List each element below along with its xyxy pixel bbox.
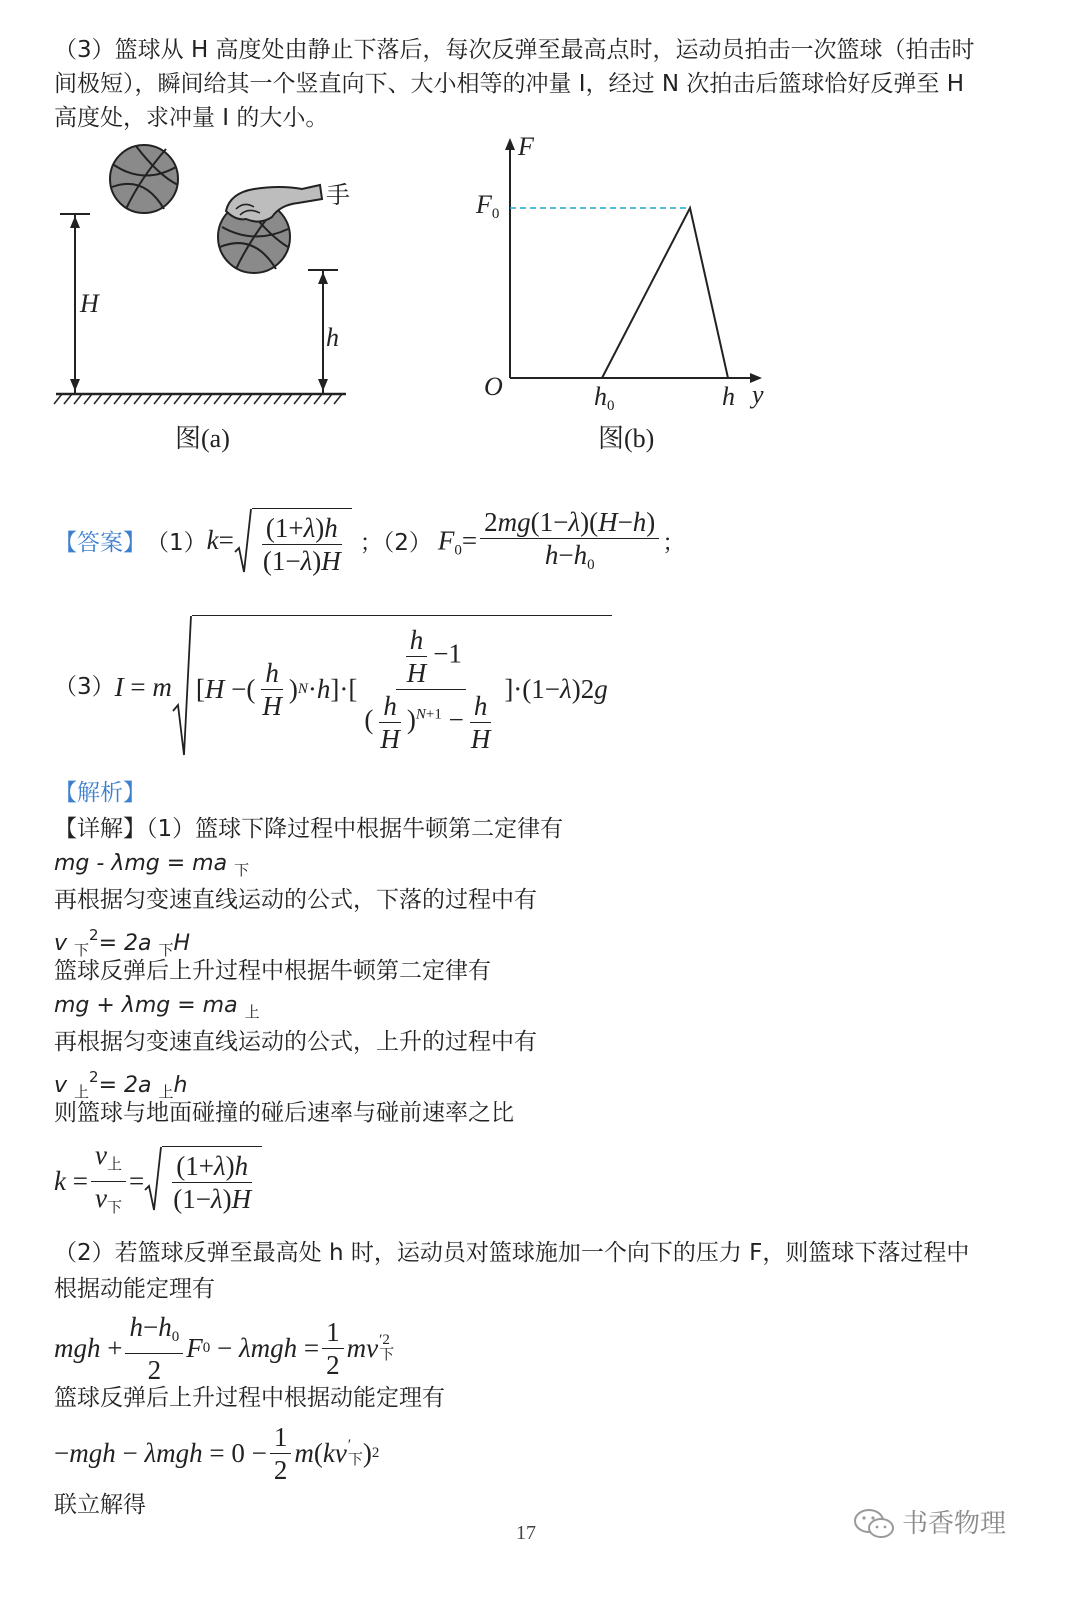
basketball-upper xyxy=(110,145,178,213)
watermark xyxy=(852,1506,1006,1542)
tick-label-F0: $F_0$ xyxy=(476,190,500,222)
axis-label-y: y xyxy=(752,380,764,409)
answer-end: ； xyxy=(662,530,686,556)
analysis-part-2-line-2: 根据动能定理有 xyxy=(54,1276,215,1302)
analysis-step-4: 再根据匀变速直线运动的公式，上升的过程中有 xyxy=(54,1029,537,1055)
equation-4: v $_上^2$= 2a $_上$h xyxy=(54,1068,188,1101)
equation-energy-up: − mgh − λmgh = 0 − $\frac{1}{2}$ m ( kv ′ 下 ) 2 xyxy=(54,1421,380,1485)
answer-tag: 【答案】 xyxy=(54,530,146,556)
origin-label: O xyxy=(484,372,503,401)
answer-2-formula: $F_0=$ $\frac{2mg(1-\lambda)(H-h)}{h-h_0}$ xyxy=(438,507,662,580)
watermark-text: 书香物理 xyxy=(902,1509,1007,1539)
equation-k-ratio: k = $\frac{v_上}{v_下}$ = $\frac{(1+\lambda)h}{(1-\lambda)H}$ xyxy=(54,1140,262,1222)
label-H: H xyxy=(80,289,99,318)
question-line-2: 间极短），瞬间给其一个竖直向下、大小相等的冲量 I，经过 N 次拍击后篮球恰好反弹至 H xyxy=(54,71,965,97)
figure-a xyxy=(40,135,380,465)
answer-3-formula: I = m [ H −( $\frac{h}{H}$ ) N · h ]·[ $\frac{h}{H}$ −1 ( $\frac{h}{H}$ )$^{N+1}$ − $\frac{h}{H}$ ]·(1− λ )2 g xyxy=(115,615,612,759)
answer-line-1 xyxy=(54,505,685,581)
page-number: 17 xyxy=(516,1522,536,1544)
analysis-step-2: 再根据匀变速直线运动的公式，下落的过程中有 xyxy=(54,887,537,913)
equation-2: v $_下^2$= 2a $_下$H xyxy=(54,926,191,959)
tick-label-h: h xyxy=(722,382,735,411)
figure-b xyxy=(460,132,780,462)
analysis-tag: 【解析】 xyxy=(54,780,146,806)
answer-separator: ；（2） xyxy=(359,530,432,556)
analysis-step-1: （1）篮球下降过程中根据牛顿第二定律有 xyxy=(146,816,564,842)
force-curve xyxy=(602,208,728,378)
axis-label-F: F xyxy=(518,132,534,161)
analysis-step-3: 篮球反弹后上升过程中根据牛顿第二定律有 xyxy=(54,958,491,984)
answer-part-3-label: （3） xyxy=(54,674,115,700)
analysis-step-5: 则篮球与地面碰撞的碰后速率与碰前速率之比 xyxy=(54,1100,514,1126)
analysis-step-7: 联立解得 xyxy=(54,1492,146,1518)
equation-1: mg - λmg = ma $_下$ xyxy=(54,851,250,879)
equation-3: mg + λmg = ma $_上$ xyxy=(54,993,260,1021)
detail-line xyxy=(54,811,563,847)
question-line-1: （3）篮球从 H 高度处由静止下落后，每次反弹至最高点时，运动员拍击一次篮球（拍击时 xyxy=(54,37,975,63)
analysis-step-6: 篮球反弹后上升过程中根据动能定理有 xyxy=(54,1385,445,1411)
equation-energy-down: mgh + $\frac{h-h_0}{2}$ F 0 − λmgh = $\frac{1}{2}$ mv ′2 下 xyxy=(54,1311,395,1385)
tick-label-h0: $h_0$ xyxy=(594,382,615,414)
answer-1-formula: k= $\frac{(1+\lambda)h}{(1-\lambda)H}$ xyxy=(207,508,352,578)
caption-figure-b: 图(b) xyxy=(598,424,655,453)
label-hand: 手 xyxy=(326,181,350,209)
y-axis-arrow xyxy=(505,138,515,150)
caption-figure-a: 图(a) xyxy=(175,424,230,453)
detail-tag: 【详解】 xyxy=(54,816,146,842)
question-line-3: 高度处，求冲量 I 的大小。 xyxy=(54,105,329,131)
wechat-icon xyxy=(852,1506,896,1542)
label-h: h xyxy=(326,323,339,352)
figure-b-chart xyxy=(460,132,780,462)
analysis-part-2-line-1: （2）若篮球反弹至最高处 h 时，运动员对篮球施加一个向下的压力 F，则篮球下落过程中 xyxy=(54,1240,970,1266)
ground xyxy=(54,394,346,404)
answer-line-3 xyxy=(54,614,612,760)
answer-part-1-label: （1） xyxy=(146,530,207,556)
